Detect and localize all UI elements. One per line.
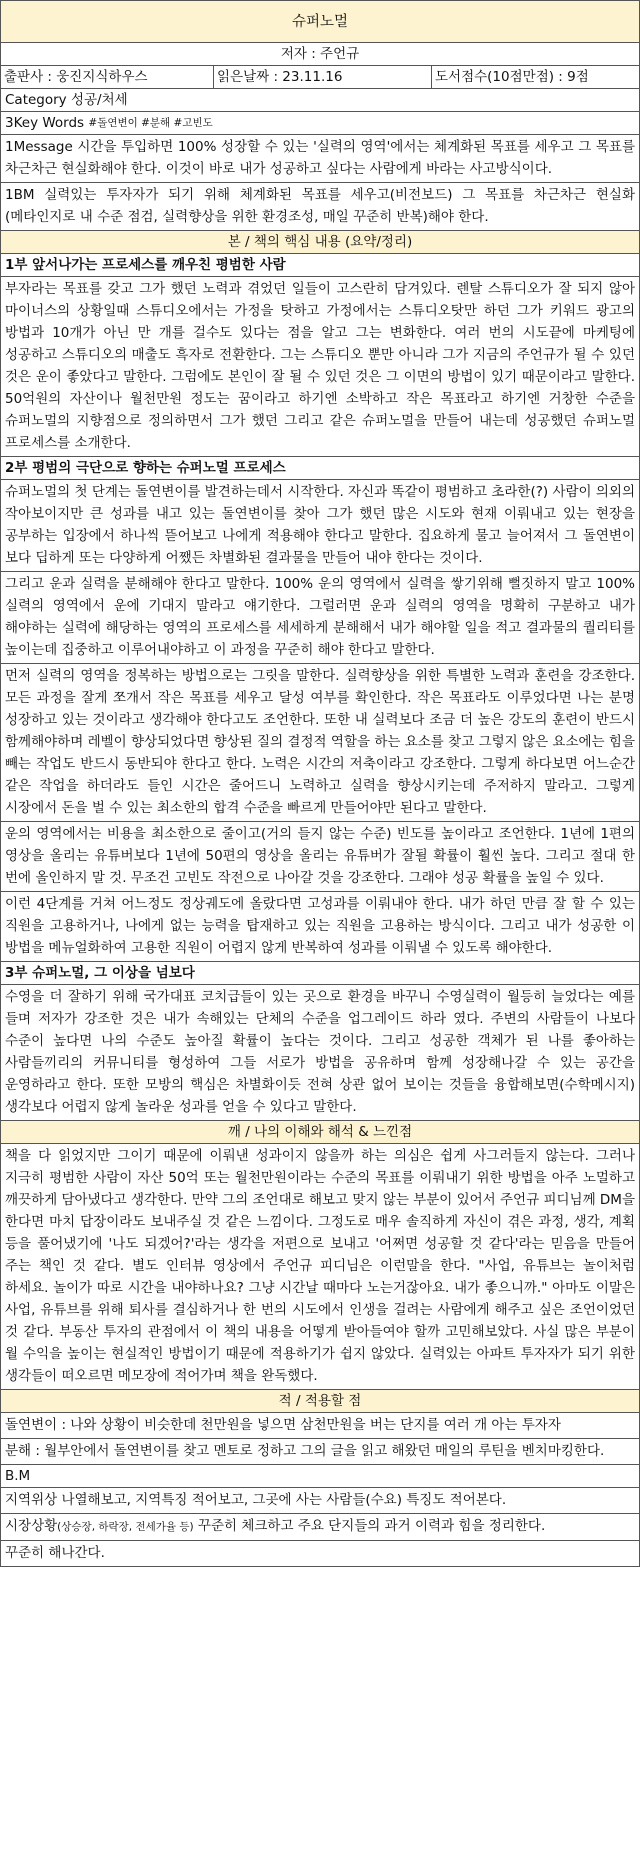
insight-body: 책을 다 읽었지만 그이기 때문에 이뤄낸 성과이지 않을까 하는 의심은 쉽게 사그러들지 않는다. 그러나 지극히 평범한 사람이 자산 50억 또는 월천만원이라는 수준의 목표를 이뤄내기 위한 방법을 아주 노멀하고 깨끗하게 담아냈다고 생각한다. 만약 그의 조언대로 해보고 맞지 않는 부분이 있어서 주언규 피디님께 DM을 한다면 마치 답장이라도 보내주실 것 같은 느낌이다. 그정도로 매우 솔직하게 자신이 겪은 과정, 생각, 계획 등을 풀어냈기에 '나도 되겠어?'라는 생각을 저편으로 보내고 '어쩌면 성공할 것 같다'라는 믿음을 만들어 주는 책인 것 같다. 별도 인터뷰 영상에서 주언규 피디님은 이런말을 한다. "사업, 유튜브는 놀이처럼 하세요. 놀이가 따로 시간을 내야하나요? 그냥 시간날 때마다 노는거잖아요. 내가 좋으니까." 아마도 이말은 사업, 유튜브를 위해 퇴사를 결심하거나 한 번의 시도에서 인생을 걸려는 사람에게 해주고 싶은 조언이었던 것 같다. 부동산 투자의 관점에서 이 책의 내용을 어떻게 받아들여야 할까 고민해보았다. 사실 많은 부분이 월 수익을 높이는 현실적인 방법이기 때문에 적용하기가 쉽지 않았다. 실력있는 아파트 투자자가 되기 위한 생각들이 떠오르면 메모장에 적어가며 책을 완독했다. [1, 1144, 639, 1390]
apply-bm-2-suffix: 꾸준히 체크하고 주요 단지들의 과거 이력과 힘을 정리한다. [193, 1518, 546, 1534]
part3-title: 3부 슈퍼노멀, 그 이상을 넘보다 [1, 962, 639, 985]
insight-section-header: 깨 / 나의 이해와 해석 & 느낀점 [1, 1121, 639, 1144]
one-message: 1Message 시간을 투입하면 100% 성장할 수 있는 '실력의 영역'에서는 체계화된 목표를 세우고 그 목표를 차근차근 현실화해야 한다. 이것이 바로 내가 성공하고 싶다는 사람에게 바라는 사고방식이다. [1, 135, 639, 183]
apply-bm-2-note: (상승장, 하락장, 전세가율 등) [57, 1521, 194, 1533]
apply-bm-1: 지역위상 나열해보고, 지역특징 적어보고, 그곳에 사는 사람들(수요) 특징도 적어본다. [1, 1488, 639, 1514]
apply-bm-2-prefix: 시장상황 [5, 1518, 58, 1534]
author-line: 저자 : 주언규 [1, 43, 639, 66]
part2-paragraph-2: 그리고 운과 실력을 분해해야 한다고 말한다. 100% 운의 영역에서 실력을 쌓기위해 뻘짓하지 말고 100%실력의 영역에서 운에 기대지 말라고 얘기한다. 그럴러면 운과 실력의 영역을 명확히 구분하고 내가 해야하는 실력에 해당하는 영역의 프로세스를 세세하게 분해해서 내가 해야할 일을 적고 결과물의 퀄리티를 높이는데 집중하고 이루어내야하고 이 과정을 꾸준히 해야 한다고 말한다. [1, 572, 639, 664]
apply-bm-label: B.M [1, 1465, 639, 1488]
publisher-cell: 출판사 : 웅진지식하우스 [4, 69, 148, 85]
one-bm: 1BM 실력있는 투자자가 되기 위해 체계화된 목표를 세우고(비전보드) 그 목표를 차근차근 현실화(메타인지로 내 수준 점검, 실력향상을 위한 환경조성, 매일 꾸준히 반복)해야 한다. [1, 183, 639, 231]
keyword-tags: #돌연변이 #분해 #고빈도 [88, 117, 213, 129]
apply-decompose: 분해 : 월부안에서 돌연변이를 찾고 멘토로 정하고 그의 글을 읽고 해왔던 매일의 루틴을 벤치마킹한다. [1, 1439, 639, 1465]
score-cell: 도서점수(10점만점) : 9점 [431, 66, 639, 88]
read-date-cell: 읽은날짜 : 23.11.16 [213, 66, 431, 88]
part2-paragraph-4: 운의 영역에서는 비용을 최소한으로 줄이고(거의 들지 않는 수준) 빈도를 높이라고 조언한다. 1년에 1편의 영상을 올리는 유튜버보다 1년에 50편의 영상을 올리는 유튜버가 잘될 확률이 훨씬 높다. 그리고 절대 한 번에 올인하지 말 것. 무조건 고빈도 작전으로 나아갈 것을 강조한다. 그래야 성공 확률을 높일 수 있다. [1, 822, 639, 892]
meta-row [1, 66, 639, 89]
part2-title: 2부 평범의 극단으로 향하는 슈퍼노멀 프로세스 [1, 457, 639, 480]
part2-paragraph-3: 먼저 실력의 영역을 정복하는 방법으로는 그릿을 말한다. 실력향상을 위한 특별한 노력과 훈련을 강조한다. 모든 과정을 잘게 쪼개서 작은 목표를 세우고 달성 여부를 확인한다. 작은 목표라도 이루었다면 나는 분명 성장하고 있는 것이라고 생각해야 한다고도 조언한다. 또한 내 실력보다 조금 더 높은 강도의 훈련이 반드시 함께해야하며 레벨이 향상되었다면 향상된 질의 결정적 역할을 하는 요소를 찾고 그렇지 않은 요소에는 힘을 빼는 작업도 반드시 동반되야 한다고 한다. 노력은 시간의 저축이라고 강조한다. 그렇게 하다보면 어느순간 같은 작업을 하더라도 들인 시간은 줄어드니 노력하고 실력을 향상시키는데 주저하지 말라고. 그렇게 시장에서 돈을 벌 수 있는 최소한의 합격 수준을 빠르게 만들어야만 된다고 말한다. [1, 664, 639, 822]
part3-body: 수영을 더 잘하기 위해 국가대표 코치급들이 있는 곳으로 환경을 바꾸니 수영실력이 월등히 늘었다는 예를 들며 저자가 강조한 것은 내가 속해있는 단체의 수준을 업그레이드 하라 였다. 주변의 사람들이 나보다 수준이 높다면 나의 수준도 높아질 확률이 높다는 것이다. 그리고 성공한 객체가 된 나를 좋아하는 사람들끼리의 커뮤니티를 형성하여 그들 서로가 방법을 공유하며 함께 성장해나갈 수 있는 공간을 운영하라고 한다. 또한 모방의 핵심은 차별화이듯 전혀 상관 없어 보이는 것들을 융합해보면(수학메시지) 생각보다 어렵지 않게 놀라운 성과를 얻을 수 있다고 말한다. [1, 985, 639, 1121]
apply-bm-2 [1, 1514, 639, 1541]
summary-section-header: 본 / 책의 핵심 내용 (요약/정리) [1, 231, 639, 254]
part1-body: 부자라는 목표를 갖고 그가 했던 노력과 겪었던 일들이 고스란히 담겨있다. 렌탈 스튜디오가 잘 되지 않아 마이너스의 상황일때 스튜디오에서는 가정을 탓하고 가정에서는 스튜디오탓만 하던 그가 키워드 광고의 방법과 10개가 아닌 만 개를 걸수도 있다는 점을 알고 그는 변화한다. 여러 번의 시도끝에 마케팅에 성공하고 스튜디오의 매출도 흑자로 전환한다. 그는 스튜디오 뿐만 아니라 그가 지금의 주언규가 될 수 있던 것은 운이 좋았다고 말한다. 그럼에도 본인이 잘 될 수 있던 것은 그 이면의 방법이 있기 때문이라고 말한다. 50억원의 자산이나 월천만원 정도는 꿈이라고 하기엔 소박하고 작은 목표라고 하기엔 거창한 수준을 슈퍼노멀의 지향점으로 정의하면서 그가 했던 그리고 같은 슈퍼노멀을 만들어 내는데 성공했던 슈퍼노멀 프로세스를 소개한다. [1, 277, 639, 457]
apply-mutant: 돌연변이 : 나와 상황이 비슷한데 천만원을 넣으면 삼천만원을 버는 단지를 여러 개 아는 투자자 [1, 1413, 639, 1439]
category-line: Category 성공/처세 [1, 89, 639, 112]
apply-section-header: 적 / 적용할 점 [1, 1390, 639, 1413]
keywords-line [1, 112, 639, 135]
part2-paragraph-5: 이런 4단계를 거쳐 어느정도 정상궤도에 올랐다면 고성과를 이뤄내야 한다. 내가 하던 만큼 잘 할 수 있는 직원을 고용하거나, 나에게 없는 능력을 탑재하고 있는 직원을 고용하는 방식이다. 그리고 내가 성공한 이 방법을 메뉴얼화하여 고용한 직원이 어렵지 않게 반복하여 성과를 이뤄낼 수 있도록 해야한다. [1, 892, 639, 962]
apply-bm-3: 꾸준히 해나간다. [1, 1541, 639, 1567]
book-title: 슈퍼노멀 [1, 1, 639, 43]
part1-title: 1부 앞서나가는 프로세스를 깨우친 평범한 사람 [1, 254, 639, 277]
keywords-label: 3Key Words [5, 115, 85, 131]
part2-paragraph-1: 슈퍼노멀의 첫 단계는 돌연변이를 발견하는데서 시작한다. 자신과 똑같이 평범하고 초라한(?) 사람이 의외의 작아보이지만 큰 성과를 내고 있는 돌연변이를 찾아 그가 했던 많은 시도와 현재 이뤄내고 있는 현장을 공부하는 입장에서 하나씩 뜯어보고 나에게 적용해야 한다고 말한다. 집요하게 물고 늘어져서 그 돌연변이 보다 딥하게 또는 다양하게 어쨌든 차별화된 결과물을 만들어 내야 한다는 것이다. [1, 480, 639, 572]
